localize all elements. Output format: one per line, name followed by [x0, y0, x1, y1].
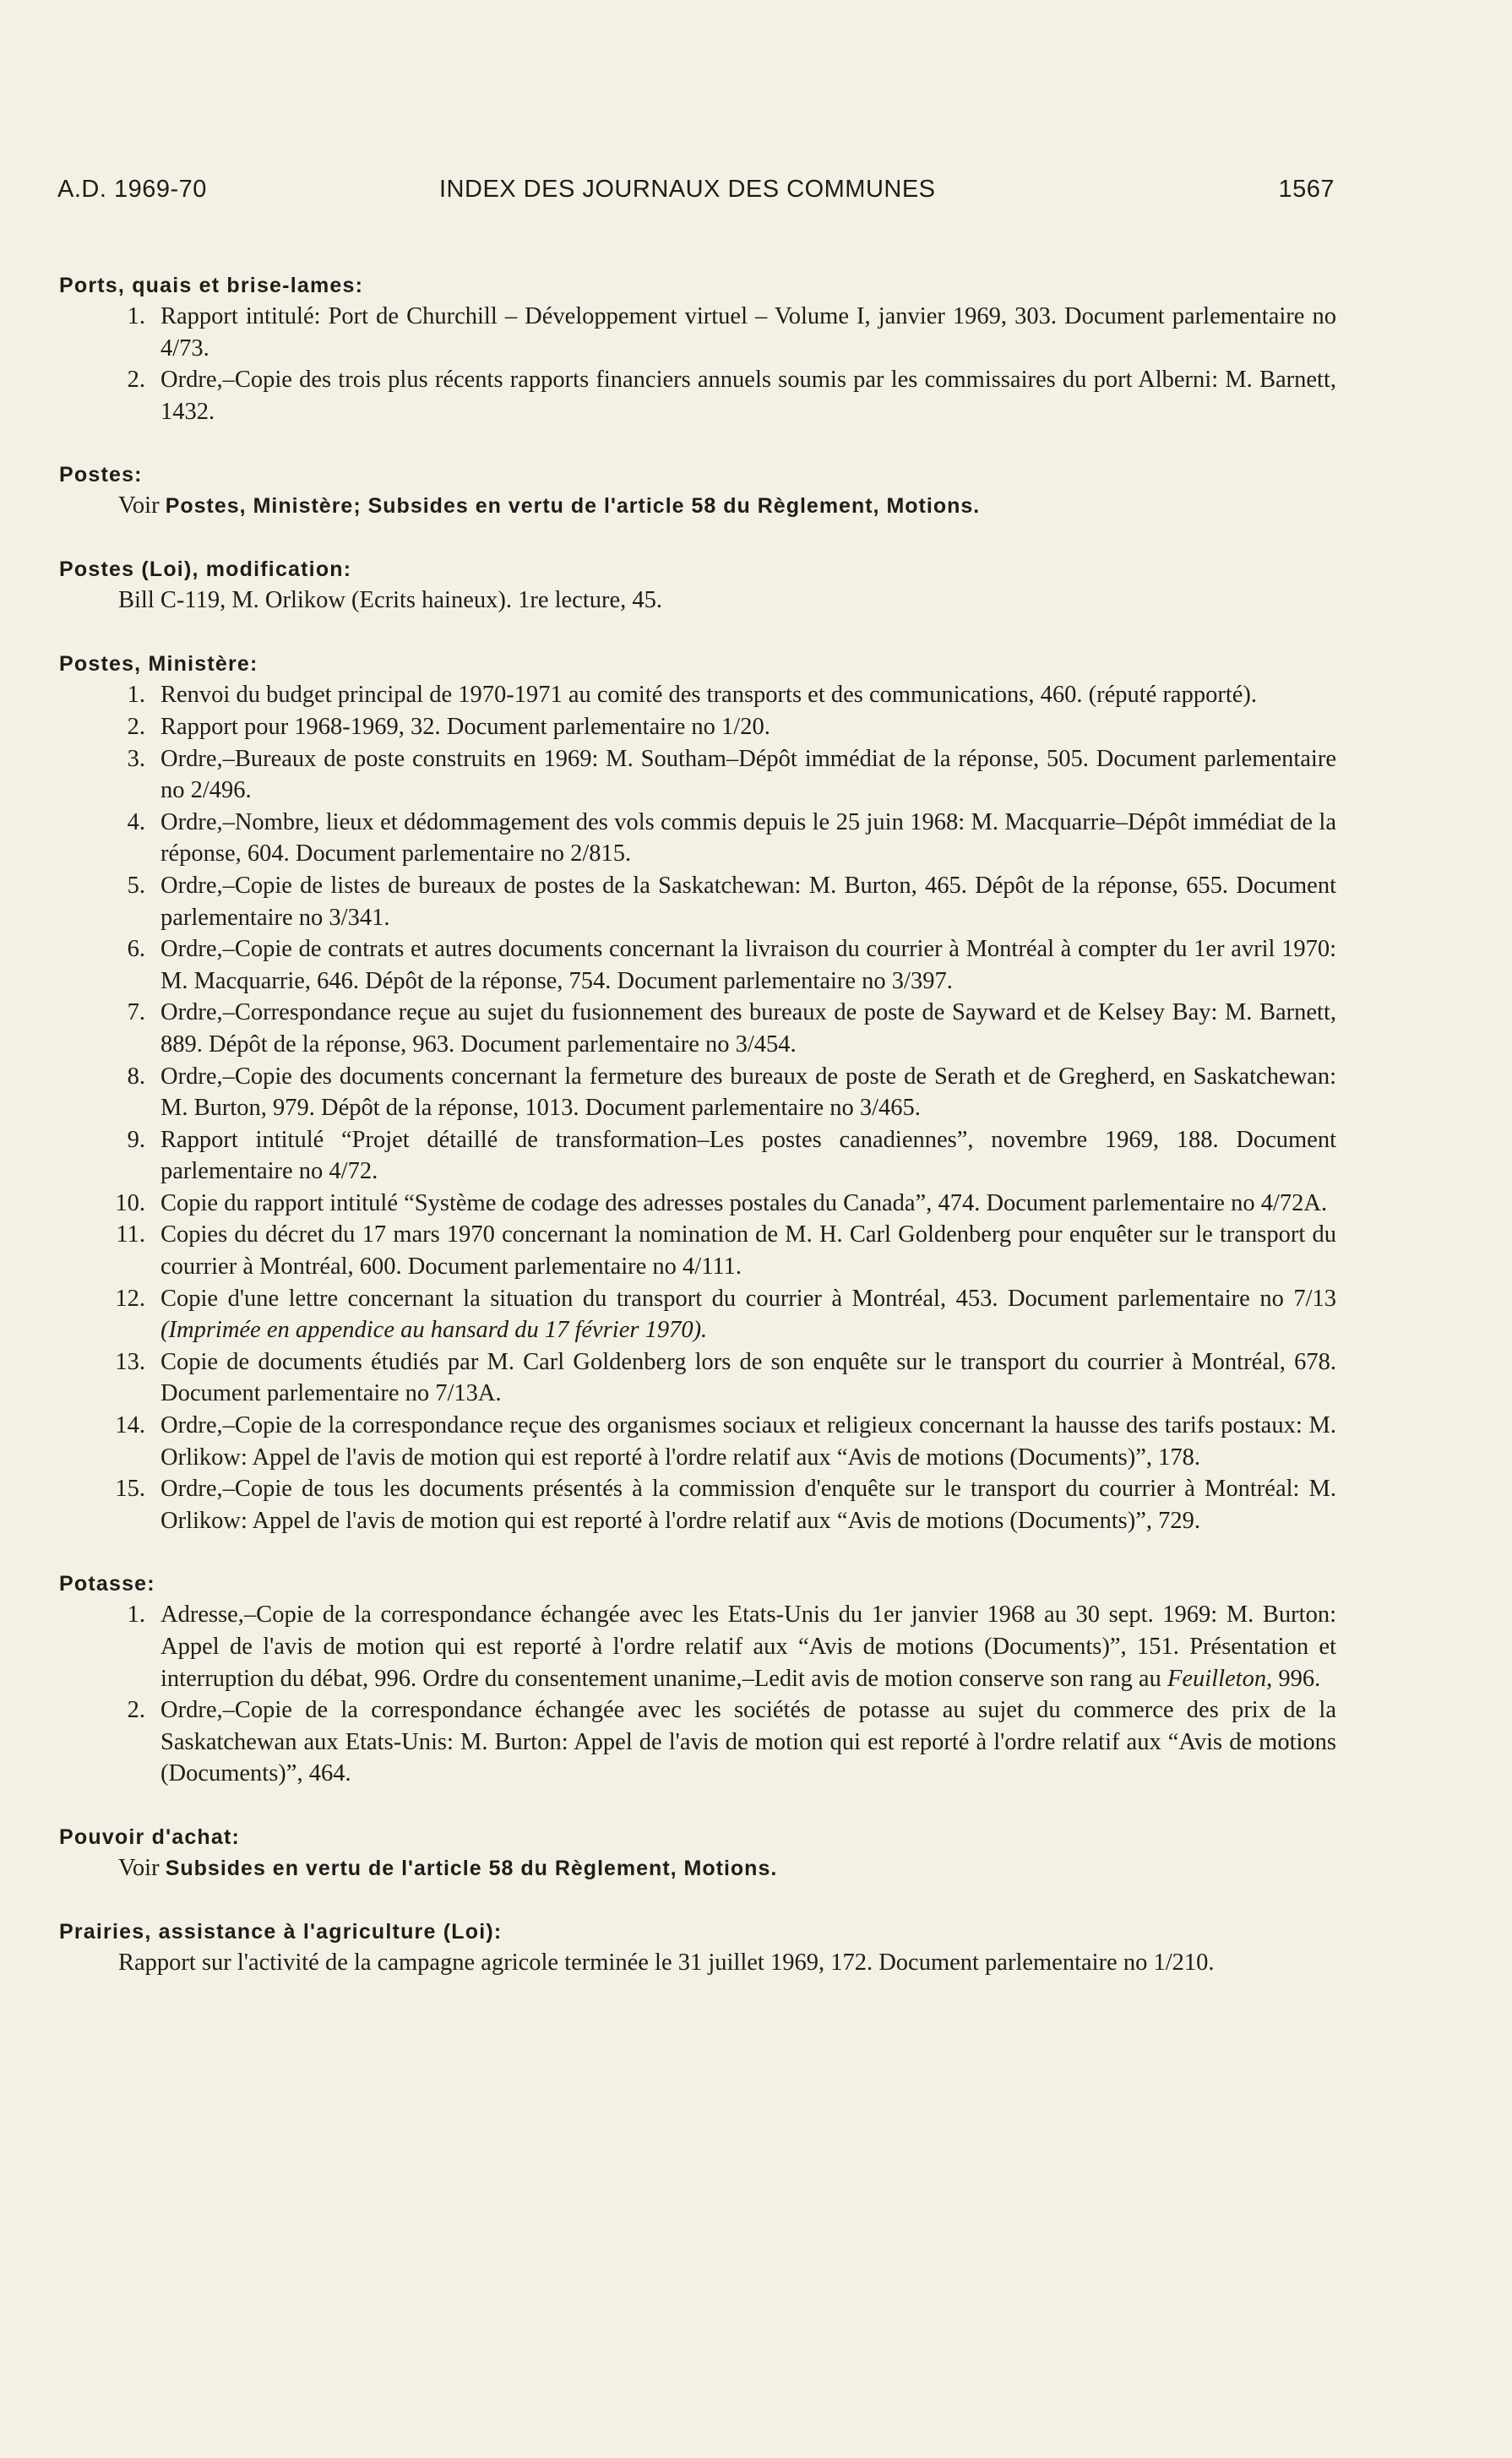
- item-number: 3.: [127, 745, 145, 772]
- header-date: A.D. 1969-70: [57, 176, 207, 203]
- see-prefix: Voir: [118, 1854, 166, 1881]
- index-section: [59, 270, 1336, 427]
- page-number: 1567: [1278, 176, 1335, 203]
- list-item: [59, 1410, 1336, 1473]
- item-number: 11.: [116, 1221, 145, 1248]
- item-text: Copie d'une lettre concernant la situation du transport du courrier à Montréal, 453. Document parlementaire no 7/13: [160, 1285, 1336, 1312]
- list-item: [59, 870, 1336, 933]
- index-section: [59, 554, 1336, 617]
- item-text: Ordre,–Nombre, lieux et dédommagement des vols commis depuis le 25 juin 1968: M. Macquarrie–Dépôt immédiat de la réponse, 604. Document parlementaire no 2/815.: [160, 808, 1336, 867]
- item-text: Ordre,–Copie de la correspondance reçue des organismes sociaux et religieux concernant la hausse des tarifs postaux: M. Orlikow: Appel de l'avis de motion qui est reporté à l'ordre relatif aux “Avis de motions (Documents)”, 178.: [160, 1412, 1336, 1471]
- item-text: Ordre,–Correspondance reçue au sujet du fusionnement des bureaux de poste de Sayward et de Kelsey Bay: M. Barnett, 889. Dépôt de la réponse, 963. Document parlementaire no 3/454.: [160, 999, 1336, 1058]
- item-number: 8.: [127, 1063, 145, 1090]
- section-heading: Postes (Loi), modification:: [59, 557, 352, 582]
- list-item: [59, 1188, 1336, 1220]
- see-also-reference: [59, 490, 1336, 522]
- index-section: [59, 1822, 1336, 1884]
- item-text: Copies du décret du 17 mars 1970 concernant la nomination de M. H. Carl Goldenberg pour enquêter sur le transport du courrier à Montréal, 600. Document parlementaire no 4/111.: [160, 1221, 1336, 1281]
- item-number: 9.: [127, 1126, 145, 1153]
- item-text: Copie du rapport intitulé “Système de codage des adresses postales du Canada”, 474. Document parlementaire no 4/72A.: [160, 1189, 1328, 1216]
- list-item: [59, 1473, 1336, 1536]
- see-prefix: Voir: [118, 492, 166, 519]
- section-heading: Pouvoir d'achat:: [59, 1824, 241, 1849]
- item-text: Ordre,–Copie des trois plus récents rapports financiers annuels soumis par les commissaires du port Alberni: M. Barnett, 1432.: [160, 367, 1336, 425]
- header-title: INDEX DES JOURNAUX DES COMMUNES: [439, 176, 936, 203]
- item-number: 2.: [127, 713, 145, 740]
- item-number: 14.: [115, 1412, 145, 1439]
- list-item: [59, 1219, 1336, 1282]
- item-text: Ordre,–Copie de contrats et autres documents concernant la livraison du courrier à Montréal à compter du 1er avril 1970: M. Macquarrie, 646. Dépôt de la réponse, 754. Document parlementaire no 3/397.: [160, 936, 1336, 994]
- item-number: 1.: [127, 303, 145, 329]
- item-text: Copie de documents étudiés par M. Carl Goldenberg lors de son enquête sur le transport du courrier à Montréal, 678. Document parlementaire no 7/13A.: [160, 1348, 1336, 1407]
- section-heading: Prairies, assistance à l'agriculture (Loi):: [59, 1919, 503, 1944]
- item-number: 10.: [115, 1189, 145, 1216]
- entry-list: [59, 1599, 1336, 1790]
- item-italic-text: (Imprimée en appendice au hansard du 17 février 1970).: [160, 1317, 708, 1344]
- item-text: Adresse,–Copie de la correspondance échangée avec les Etats-Unis du 1er janvier 1968 au 30 sept. 1969: M. Burton: Appel de l'avis de motion qui est reporté à l'ordre relatif aux “Avis de motions (Documents)”, 151. Présentation et interruption du débat, 996. Ordre du consentement unanime,–Ledit avis de motion conserve son rang au: [160, 1602, 1336, 1692]
- item-number: 2.: [127, 1697, 145, 1724]
- index-section: [59, 460, 1336, 522]
- list-item: [59, 364, 1336, 427]
- list-item: [59, 743, 1336, 807]
- item-text-tail: , 996.: [1266, 1665, 1321, 1692]
- list-item: [59, 679, 1336, 711]
- see-also-reference: [59, 1852, 1336, 1884]
- section-heading: Postes, Ministère:: [59, 652, 258, 677]
- item-number: 13.: [115, 1348, 145, 1375]
- see-target: Postes, Ministère; Subsides en vertu de l'article 58 du Règlement, Motions.: [165, 494, 981, 519]
- item-number: 1.: [127, 682, 145, 709]
- page-header: [57, 176, 1335, 209]
- index-section: [59, 1569, 1336, 1790]
- item-text: Rapport intitulé: Port de Churchill – Développement virtuel – Volume I, janvier 1969, 303. Document parlementaire no 4/73.: [160, 303, 1336, 362]
- item-number: 1.: [127, 1602, 145, 1629]
- list-item: [59, 1061, 1336, 1124]
- list-item: [59, 933, 1336, 997]
- list-item: [59, 1599, 1336, 1694]
- list-item: [59, 997, 1336, 1060]
- list-item: [59, 1694, 1336, 1790]
- list-item: [59, 1346, 1336, 1410]
- list-item: [59, 1283, 1336, 1346]
- item-text: Rapport intitulé “Projet détaillé de transformation–Les postes canadiennes”, novembre 1969, 188. Document parlementaire no 4/72.: [160, 1126, 1336, 1185]
- section-heading: Ports, quais et brise-lames:: [59, 274, 364, 297]
- entry-text: Rapport sur l'activité de la campagne agricole terminée le 31 juillet 1969, 172. Document parlementaire no 1/210.: [118, 1949, 1215, 1976]
- index-section: [59, 649, 1336, 1536]
- item-number: 15.: [115, 1476, 145, 1503]
- item-number: 5.: [127, 872, 145, 899]
- section-heading: Potasse:: [59, 1572, 155, 1596]
- item-text: Ordre,–Copie de listes de bureaux de postes de la Saskatchewan: M. Burton, 465. Dépôt de la réponse, 655. Document parlementaire no 3/341.: [160, 872, 1336, 931]
- list-item: [59, 301, 1336, 364]
- item-text: Ordre,–Copie de tous les documents présentés à la commission d'enquête sur le transport du courrier à Montréal: M. Orlikow: Appel de l'avis de motion qui est reporté à l'ordre relatif aux “Avis de motions (Documents)”, 729.: [160, 1476, 1336, 1534]
- index-section: [59, 1917, 1336, 1979]
- index-content: [59, 270, 1336, 2011]
- entry-text: Bill C-119, M. Orlikow (Ecrits haineux). 1re lecture, 45.: [118, 587, 663, 614]
- item-number: 12.: [115, 1285, 145, 1312]
- entry-list: [59, 679, 1336, 1536]
- item-number: 2.: [127, 367, 145, 394]
- item-text: Rapport pour 1968-1969, 32. Document parlementaire no 1/20.: [160, 713, 770, 740]
- list-item: [59, 807, 1336, 870]
- item-text: Ordre,–Copie de la correspondance échangée avec les sociétés de potasse au sujet du commerce des prix de la Saskatchewan aux Etats-Unis: M. Burton: Appel de l'avis de motion qui est reporté à l'ordre relatif aux “Avis de motions (Documents)”, 464.: [160, 1697, 1336, 1787]
- item-text: Ordre,–Copie des documents concernant la fermeture des bureaux de poste de Serath et de Gregherd, en Saskatchewan: M. Burton, 979. Dépôt de la réponse, 1013. Document parlementaire no 3/465.: [160, 1063, 1336, 1122]
- list-item: [59, 711, 1336, 743]
- item-text: Ordre,–Bureaux de poste construits en 1969: M. Southam–Dépôt immédiat de la réponse, 505. Document parlementaire no 2/496.: [160, 745, 1336, 804]
- item-text: Renvoi du budget principal de 1970-1971 au comité des transports et des communications, 460. (réputé rapporté).: [160, 682, 1258, 709]
- item-number: 7.: [127, 999, 145, 1026]
- section-heading: Postes:: [59, 463, 143, 487]
- item-number: 6.: [127, 936, 145, 963]
- see-target: Subsides en vertu de l'article 58 du Règlement, Motions.: [165, 1856, 778, 1880]
- item-number: 4.: [127, 808, 145, 835]
- entry-list: [59, 301, 1336, 427]
- list-item: [59, 1124, 1336, 1188]
- item-italic-text: Feuilleton: [1167, 1665, 1267, 1692]
